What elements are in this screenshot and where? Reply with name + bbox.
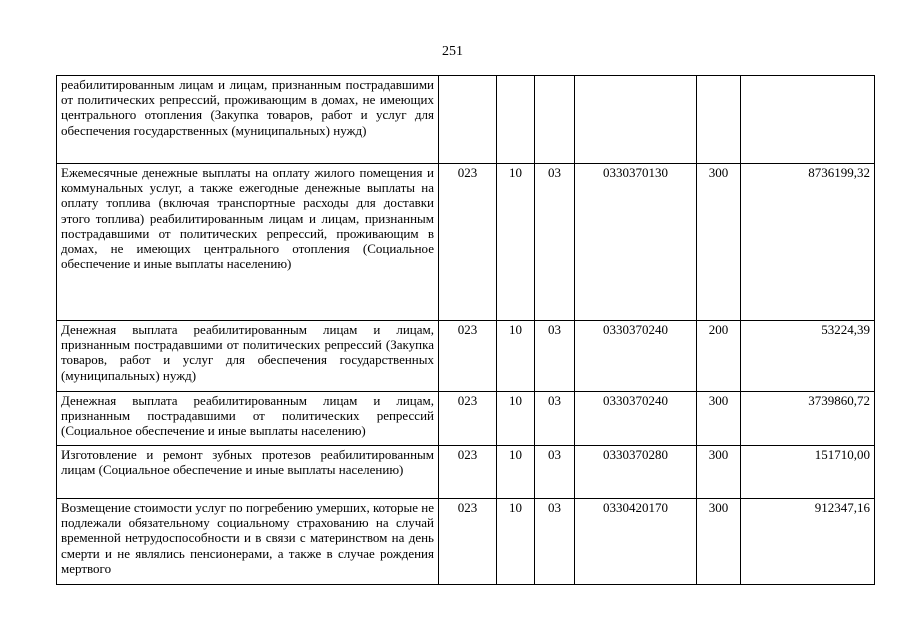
- budget-table: [56, 75, 875, 585]
- row-amount: 151710,00: [741, 446, 875, 499]
- row-description: Изготовление и ремонт зубных протезов реабилитированным лицам (Социальное обеспечение и иные выплаты населению): [57, 446, 439, 499]
- row-section-code: 10: [497, 321, 535, 392]
- row-expense-type: 300: [697, 392, 741, 446]
- row-description: Денежная выплата реабилитированным лицам и лицам, признанным пострадавшими от политических репрессий (Закупка товаров, работ и услуг для обеспечения государственных (муниципальных) нужд): [57, 321, 439, 392]
- row-target-article: 0330420170: [575, 499, 697, 585]
- table-row: [57, 446, 875, 499]
- row-target-article: 0330370280: [575, 446, 697, 499]
- row-section-code: 10: [497, 446, 535, 499]
- row-section-code: 10: [497, 392, 535, 446]
- row-amount: [741, 76, 875, 164]
- row-target-article: [575, 76, 697, 164]
- row-expense-type: 300: [697, 499, 741, 585]
- row-target-article: 0330370240: [575, 392, 697, 446]
- page-number: 251: [442, 44, 463, 59]
- table-row: [57, 392, 875, 446]
- row-description: Ежемесячные денежные выплаты на оплату жилого помещения и коммунальных услуг, а также ежегодные денежные выплаты на оплату топлива (включая транспортные расходы для доставки этого топлива) реабилитированным лицам и лицам, признанным пострадавшими от политических репрессий, проживающим в домах, не имеющих центрального отопления (Социальное обеспечение и иные выплаты населению): [57, 164, 439, 321]
- row-expense-type: [697, 76, 741, 164]
- row-ministry-code: [439, 76, 497, 164]
- row-ministry-code: 023: [439, 164, 497, 321]
- row-expense-type: 300: [697, 164, 741, 321]
- row-subsection-code: 03: [535, 499, 575, 585]
- row-subsection-code: 03: [535, 446, 575, 499]
- row-subsection-code: 03: [535, 392, 575, 446]
- table-row: [57, 76, 875, 164]
- table-row: [57, 321, 875, 392]
- row-section-code: 10: [497, 499, 535, 585]
- row-ministry-code: 023: [439, 446, 497, 499]
- row-ministry-code: 023: [439, 321, 497, 392]
- table-row: [57, 164, 875, 321]
- row-amount: 912347,16: [741, 499, 875, 585]
- row-subsection-code: [535, 76, 575, 164]
- row-section-code: [497, 76, 535, 164]
- row-expense-type: 300: [697, 446, 741, 499]
- row-amount: 8736199,32: [741, 164, 875, 321]
- row-ministry-code: 023: [439, 499, 497, 585]
- row-description: Денежная выплата реабилитированным лицам и лицам, признанным пострадавшими от политических репрессий (Социальное обеспечение и иные выплаты населению): [57, 392, 439, 446]
- row-section-code: 10: [497, 164, 535, 321]
- table-row: [57, 499, 875, 585]
- row-description: Возмещение стоимости услуг по погребению умерших, которые не подлежали обязательному социальному страхованию на случай временной нетрудоспособности и в связи с материнством на день смерти и не являлись пенсионерами, а также в случае рождения мертвого: [57, 499, 439, 585]
- row-amount: 53224,39: [741, 321, 875, 392]
- row-description: реабилитированным лицам и лицам, признанным пострадавшими от политических репрессий, проживающим в домах, не имеющих центрального отопления (Закупка товаров, работ и услуг для обеспечения государственных (муниципальных) нужд): [57, 76, 439, 164]
- row-target-article: 0330370130: [575, 164, 697, 321]
- row-target-article: 0330370240: [575, 321, 697, 392]
- row-subsection-code: 03: [535, 164, 575, 321]
- row-ministry-code: 023: [439, 392, 497, 446]
- row-expense-type: 200: [697, 321, 741, 392]
- row-subsection-code: 03: [535, 321, 575, 392]
- row-amount: 3739860,72: [741, 392, 875, 446]
